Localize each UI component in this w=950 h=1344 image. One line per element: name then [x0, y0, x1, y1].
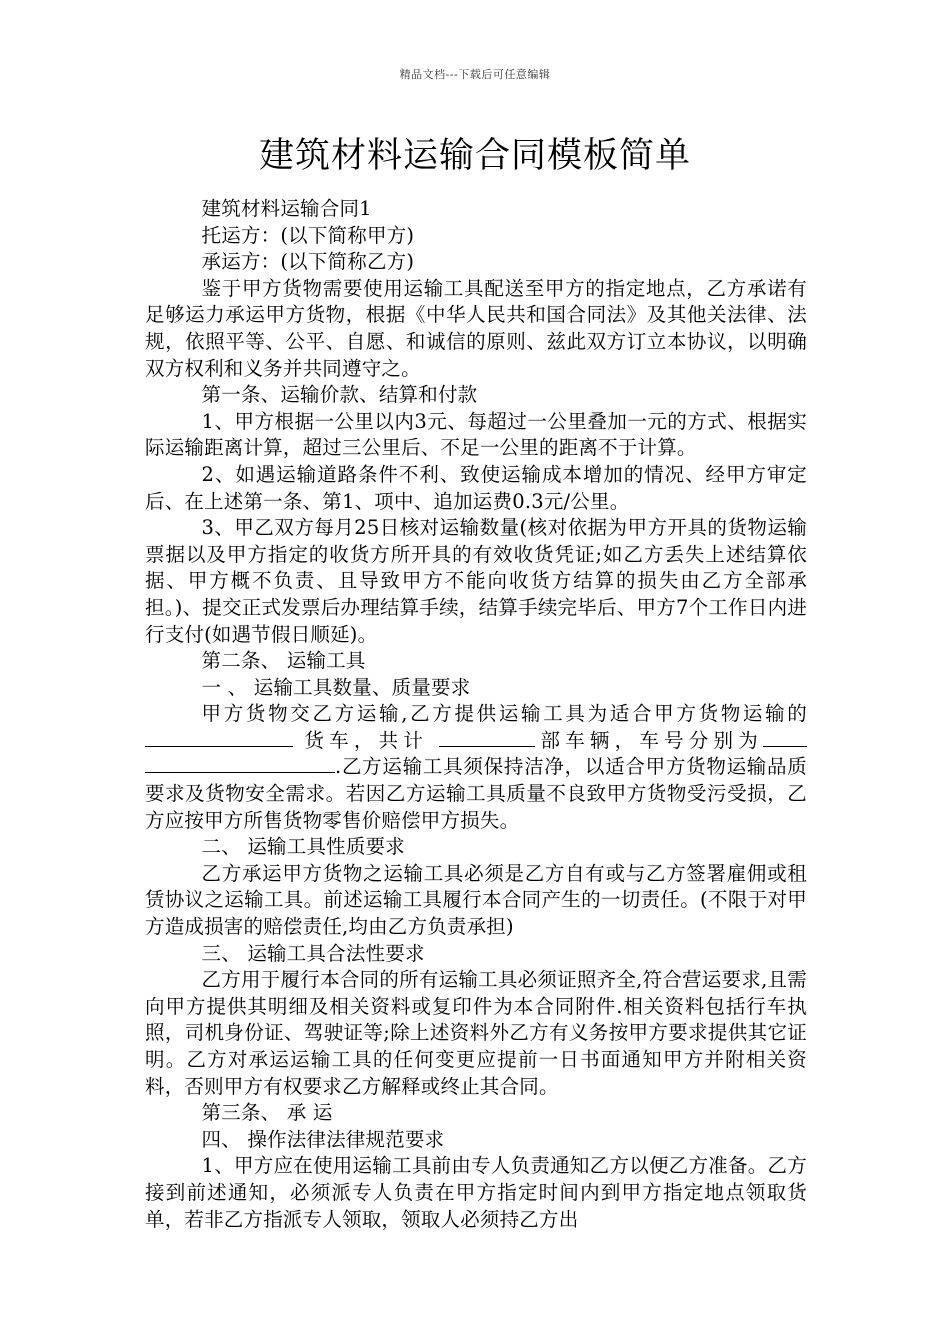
section-4-clause-1: 1、甲方应在使用运输工具前由专人负责通知乙方以便乙方准备。乙方接到前述通知，必须派专人负责在甲方指定时间内到甲方指定地点领取货单，若非乙方指派专人领取，领取人必须持乙方出 — [145, 1154, 807, 1231]
section-1-heading: 一 、 运输工具数量、质量要求 — [201, 675, 471, 699]
section-1-text-b: 货车，共计 — [304, 728, 429, 752]
contract-subtitle: 建筑材料运输合同1 — [201, 197, 372, 220]
section-3-paragraph: 乙方用于履行本合同的所有运输工具必须证照齐全,符合营运要求,且需向甲方提供其明细及相关资料或复印件为本合同附件.相关资料包括行车执照，司机身份证、驾驶证等;除上述资料外乙方有义务按甲方要求提供其它证明。乙方对承运运输工具的任何变更应提前一日书面通知甲方并附相关资料，否则甲方有权要求乙方解释或终止其合同。 — [145, 968, 807, 1098]
plate-number-blank-2 — [145, 754, 335, 773]
section-2-paragraph: 乙方承运甲方货物之运输工具必须是乙方自有或与乙方签署雇佣或租赁协议之运输工具。前述运输工具履行本合同产生的一切责任。(不限于对甲方造成损害的赔偿责任,均由乙方负责承担) — [145, 861, 807, 939]
section-2-heading: 二、 运输工具性质要求 — [201, 835, 405, 859]
section-1-text-a: 甲方货物交乙方运输,乙方提供运输工具为适合甲方货物运输的 — [201, 702, 807, 726]
carrier-line: 承运方：(以下简称乙方) — [201, 250, 415, 274]
vehicle-count-blank — [439, 728, 535, 747]
section-3-heading: 三、 运输工具合法性要求 — [201, 941, 425, 965]
section-4-heading: 四、 操作法律法律规范要求 — [201, 1127, 445, 1151]
vehicle-type-blank — [145, 728, 293, 747]
document-title: 建筑材料运输合同模板简单 — [258, 136, 691, 176]
article-1-heading: 第一条、运输价款、结算和付款 — [201, 383, 478, 407]
section-1-text-c: 部车辆，车号分别为 — [535, 728, 763, 752]
shipper-line: 托运方：(以下简称甲方) — [201, 223, 415, 247]
header-note: 精品文档---下载后可任意编辑 — [399, 68, 551, 81]
article-1-clause-1: 1、甲方根据一公里以内3元、每超过一公里叠加一元的方式、根据实际运输距离计算，超过三公里后、不足一公里的距离不于计算。 — [145, 409, 807, 460]
section-1-paragraph — [145, 701, 807, 834]
article-3-heading: 第三条、 承 运 — [201, 1101, 333, 1125]
preamble-paragraph: 鉴于甲方货物需要使用运输工具配送至甲方的指定地点，乙方承诺有足够运力承运甲方货物，根据《中华人民共和国合同法》及其他关法律、法规，依照平等、公平、自愿、和诚信的原则、兹此双方订立本协议，以明确双方权利和义务并共同遵守之。 — [145, 276, 807, 380]
article-2-heading: 第二条、 运输工具 — [201, 649, 366, 673]
article-1-clause-3: 3、甲乙双方每月25日核对运输数量(核对依据为甲方开具的货物运输票据以及甲方指定的收货方所开具的有效收货凭证;如乙方丢失上述结算依据、甲方概不负责、且导致甲方不能向收货方结算的损失由乙方全部承担。)、提交正式发票后办理结算手续，结算手续完毕后、甲方7个工作日内进行支付(如遇节假日顺延)。 — [145, 516, 807, 646]
article-1-clause-2: 2、如遇运输道路条件不利、致使运输成本增加的情况、经甲方审定后、在上述第一条、第1、项中、追加运费0.3元/公里。 — [145, 462, 807, 513]
plate-number-blank-1 — [763, 728, 807, 747]
section-1-text-d: .乙方运输工具须保持洁净，以适合甲方货物运输品质要求及货物安全需求。若因乙方运输工具质量不良致甲方货物受污受损，乙方应按甲方所售货物零售价赔偿甲方损失。 — [145, 755, 807, 832]
document-body — [145, 196, 807, 1233]
